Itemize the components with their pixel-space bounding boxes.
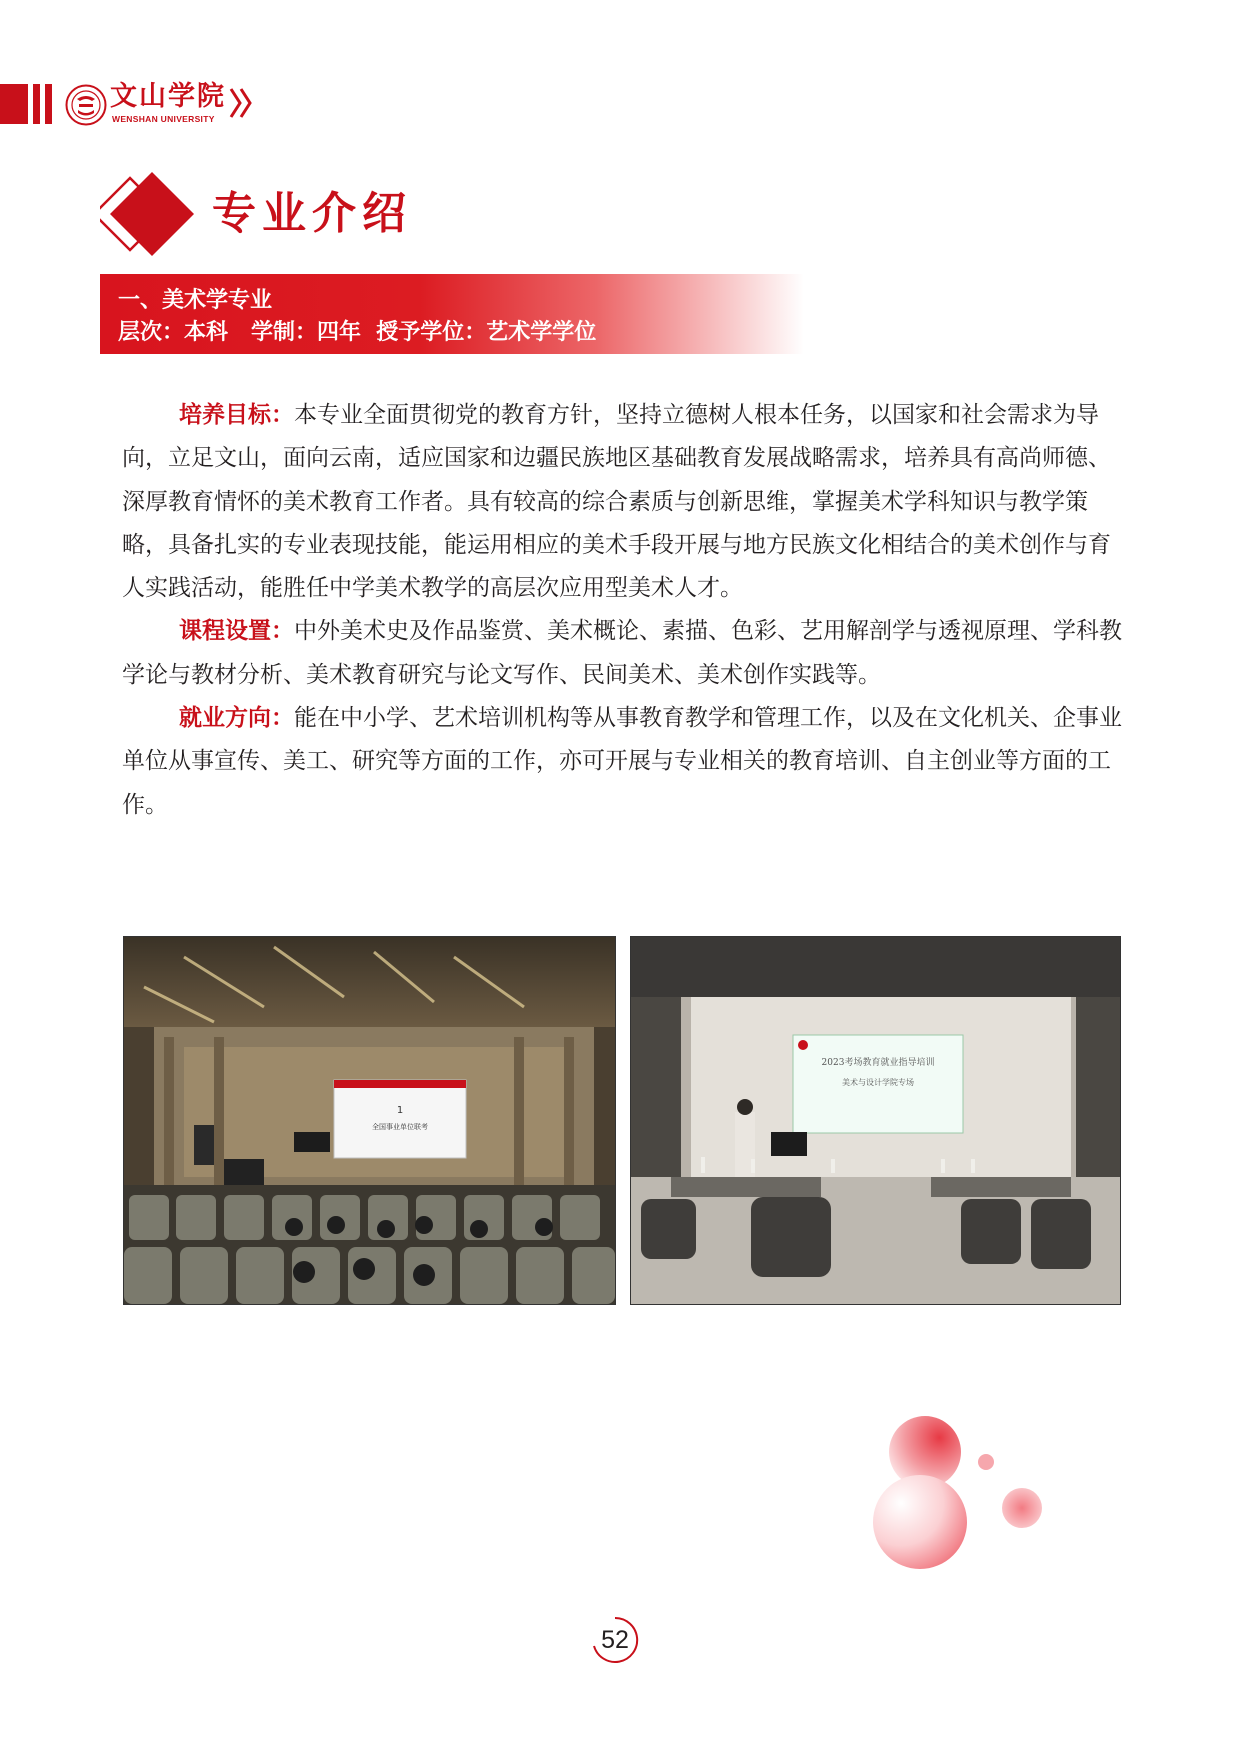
page-number: 52	[601, 1626, 629, 1654]
university-name-en: WENSHAN UNIVERSITY	[112, 114, 215, 124]
paragraph-training-goal	[122, 394, 1122, 610]
label-curriculum: 课程设置：	[179, 618, 294, 645]
text-employment: 能在中小学、艺术培训机构等从事教育教学和管理工作，以及在文化机关、企事业单位从事宣传、美工、研究等方面的工作，亦可开展与专业相关的教育培训、自主创业等方面的工作。	[122, 705, 1122, 818]
lecture-hall-photo-2	[630, 936, 1121, 1305]
title-diamond-icon	[100, 166, 200, 266]
text-training-goal: 本专业全面贯彻党的教育方针，坚持立德树人根本任务，以国家和社会需求为导向，立足文山，面向云南，适应国家和边疆民族地区基础教育发展战略需求，培养具有高尚师德、深厚教育情怀的美术教育工作者。具有较高的综合素质与创新思维，掌握美术学科知识与教学策略，具备扎实的专业表现技能，能运用相应的美术手段开展与地方民族文化相结合的美术创作与育人实践活动，能胜任中学美术教学的高层次应用型美术人才。	[122, 402, 1111, 602]
major-meta: 层次：本科 学制：四年 授予学位：艺术学学位	[118, 320, 597, 345]
major-description	[122, 394, 1122, 827]
paragraph-employment	[122, 697, 1122, 827]
decorative-bubbles	[860, 1400, 1060, 1570]
screen-text-2a: 2023考场教育就业指导培训	[821, 1058, 935, 1068]
major-heading: 一、美术学专业	[118, 288, 273, 313]
label-training-goal: 培养目标：	[179, 402, 294, 428]
label-employment: 就业方向：	[179, 705, 294, 732]
section-title: 专业介绍	[212, 188, 412, 239]
screen-text-1b: 全国事业单位联考	[372, 1123, 428, 1131]
screen-text-2b: 美术与设计学院专场	[842, 1078, 914, 1087]
double-chevron-icon	[228, 86, 254, 120]
university-name-cn: 文山学院	[110, 81, 226, 112]
university-logo-icon	[65, 84, 107, 126]
paragraph-curriculum	[122, 610, 1122, 697]
page-number-badge	[585, 1610, 645, 1670]
lecture-hall-photo-1	[123, 936, 616, 1305]
text-curriculum: 中外美术史及作品鉴赏、美术概论、素描、色彩、艺用解剖学与透视原理、学科教学论与教材分析、美术教育研究与论文写作、民间美术、美术创作实践等。	[122, 618, 1122, 688]
screen-text-1a: 1	[396, 1105, 404, 1116]
